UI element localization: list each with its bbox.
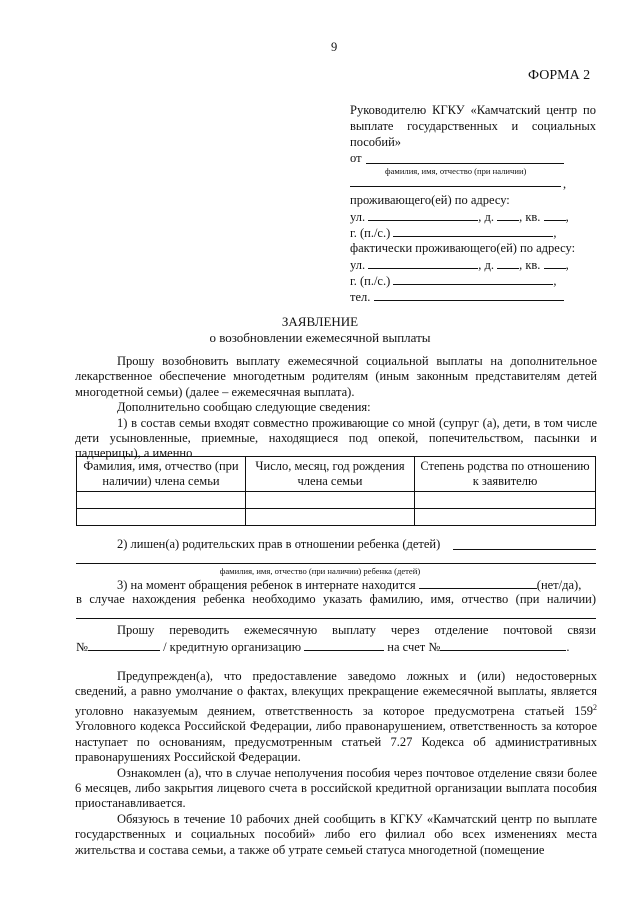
house-field[interactable] — [497, 209, 519, 221]
street-label: ул. — [350, 210, 366, 224]
table-header: Число, месяц, год рождения члена семьи — [246, 457, 415, 492]
house-label: д. — [484, 210, 494, 224]
fio-field-2[interactable] — [350, 186, 561, 187]
warned-text — [75, 669, 597, 766]
street-row: ул. , д. , кв. , — [350, 210, 569, 224]
warned-main: Предупрежден(а), что предоставление заведомо ложных и (или) недостоверных сведений, а равно умолчание о фактах, влекущих прекращение ежемесячной выплаты, является уголовно наказуемым деянием, ответственность за которое предусмотрена статьей 159 — [75, 669, 597, 718]
table-row — [77, 509, 596, 526]
table-header-row — [77, 457, 596, 492]
table-cell[interactable] — [246, 492, 415, 509]
street-field[interactable] — [368, 209, 478, 221]
actual-street-field[interactable] — [368, 257, 478, 269]
item2-field-2[interactable] — [76, 563, 596, 564]
from-label: от — [350, 151, 362, 165]
actual-house-field[interactable] — [497, 257, 519, 269]
actual-apt-label: кв. — [525, 258, 541, 272]
table-header: Фамилия, имя, отчество (при наличии) члена семьи — [77, 457, 246, 492]
item3-line2: в случае нахождения ребенка необходимо указать фамилию, имя, отчество (при наличии) — [76, 592, 596, 606]
family-table — [76, 456, 596, 526]
table-cell[interactable] — [246, 509, 415, 526]
document-title: ЗАЯВЛЕНИЕ — [281, 314, 359, 329]
comma: , — [563, 177, 567, 191]
actual-residing-label: фактически проживающего(ей) по адресу: — [350, 241, 576, 255]
fio-field[interactable] — [366, 163, 564, 164]
table-cell[interactable] — [415, 492, 596, 509]
recipient-line-1: Руководителю КГКУ «Камчатский центр по — [350, 103, 596, 117]
warned-rest: Уголовного кодекса Российской Федерации, либо правонарушением, ответственность за которое наступает по основаниям, предусмотренным статьей 7.27 Кодекса об административных правонарушениях Российской Федерации. — [75, 719, 597, 765]
actual-city-row: г. (п./с.) , — [350, 274, 557, 288]
warned-sup: 2 — [593, 702, 597, 712]
table-row — [77, 492, 596, 509]
transfer-no-label: № — [76, 640, 88, 654]
apt-label: кв. — [525, 210, 541, 224]
form-label: ФОРМА 2 — [528, 68, 591, 83]
recipient-line-3: пособий» — [350, 135, 402, 149]
warned-paragraph — [75, 669, 597, 858]
city-label: г. (п./с.) — [350, 226, 391, 240]
obligation-text: Обязуюсь в течение 10 рабочих дней сообщить в КГКУ «Камчатский центр по выплате государственных и социальных пособий» либо его филиал обо всех изменениях места жительства и состава семьи, а также об утрате семьей статуса многодетной (помещение — [75, 811, 597, 857]
transfer-account-label: на счет № — [387, 640, 441, 654]
city-field[interactable] — [393, 225, 553, 237]
post-office-field[interactable] — [88, 639, 160, 651]
item1-text: 1) в состав семьи входят совместно проживающие со мной (супруг (а), дети, в том числе дети усыновленные, приемные, находящиеся под опекой, попечительством, пасынки и падчерицы), а именно — [75, 415, 597, 461]
city-row: г. (п./с.) , — [350, 226, 557, 240]
table-cell[interactable] — [415, 509, 596, 526]
item2-text: 2) лишен(а) родительских прав в отношении ребенка (детей) — [117, 537, 441, 551]
apt-field[interactable] — [544, 209, 566, 221]
intro-text: Прошу возобновить выплату ежемесячной социальной выплаты на дополнительное лекарственное обеспечение многодетным родителям (иным законным представителям детей многодетной семьи) (далее – ежемесячная выплата). — [75, 354, 597, 399]
item3-suffix: (нет/да), — [536, 578, 582, 592]
actual-city-label: г. (п./с.) — [350, 274, 391, 288]
table-header: Степень родства по отношению к заявителю — [415, 457, 596, 492]
recipient-line-2: выплате государственных и социальных — [350, 119, 596, 133]
item3-field-2[interactable] — [76, 618, 596, 619]
transfer-text: Прошу переводить ежемесячную выплату через отделение почтовой связи — [117, 623, 596, 637]
item3-field[interactable] — [419, 577, 537, 589]
fio-caption: фамилия, имя, отчество (при наличии) — [385, 166, 527, 176]
table-cell[interactable] — [77, 509, 246, 526]
phone-row — [350, 289, 564, 306]
item3-text: 3) на момент обращения ребенок в интернате находится — [117, 578, 416, 592]
phone-field[interactable] — [374, 289, 564, 301]
residing-label: проживающего(ей) по адресу: — [350, 193, 510, 207]
credit-org-field[interactable] — [304, 639, 384, 651]
transfer-credit-label: / кредитную организацию — [163, 640, 302, 654]
additional-text: Дополнительно сообщаю следующие сведения: — [117, 400, 371, 415]
intro-paragraph — [75, 354, 597, 462]
phone-label: тел. — [350, 290, 371, 304]
actual-street-label: ул. — [350, 258, 366, 272]
item2-field[interactable] — [453, 549, 596, 550]
actual-city-field[interactable] — [393, 273, 553, 285]
actual-apt-field[interactable] — [544, 257, 566, 269]
actual-street-row: ул. , д. , кв. , — [350, 258, 569, 272]
transfer-row: № / кредитную организацию на счет № . — [76, 640, 570, 654]
acquainted-text: Ознакомлен (а), что в случае неполучения пособия через почтовое отделение связи более 6 месяцев, либо закрытия лицевого счета в российской кредитной организации выплата пособия приостанавливается. — [75, 765, 597, 811]
document-subtitle: о возобновлении ежемесячной выплаты — [209, 330, 431, 345]
account-field[interactable] — [440, 639, 566, 651]
actual-house-label: д. — [484, 258, 494, 272]
table-cell[interactable] — [77, 492, 246, 509]
item2-caption: фамилия, имя, отчество (при наличии) ребенка (детей) — [219, 566, 421, 576]
page-number: 9 — [331, 40, 338, 54]
